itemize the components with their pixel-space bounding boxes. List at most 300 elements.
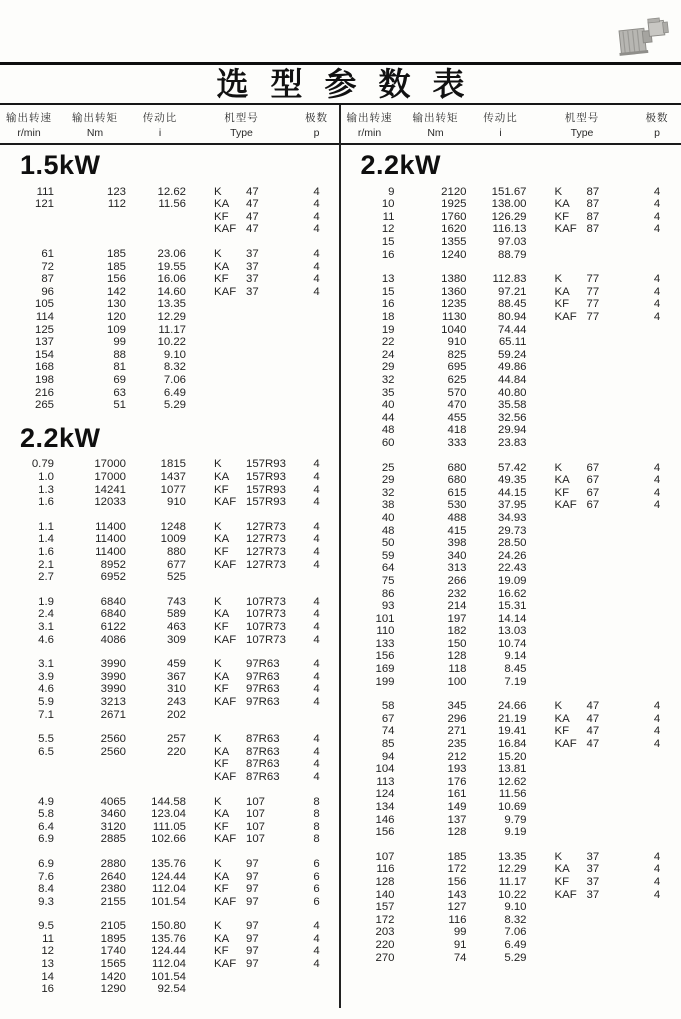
type-cell <box>529 525 636 538</box>
type-cell <box>529 236 636 249</box>
type-prefix <box>555 650 587 663</box>
row-group <box>0 733 339 783</box>
output-speed-value: 58 <box>381 700 395 713</box>
output-torque-value: 1740 <box>100 945 126 958</box>
ratio-value: 126.29 <box>491 210 527 223</box>
type-cell <box>188 983 295 996</box>
output-torque-value: 69 <box>113 374 126 386</box>
type-model: 67 <box>586 461 600 474</box>
type-cell <box>188 471 295 484</box>
poles-value: 6 <box>313 870 320 883</box>
output-speed-value <box>0 223 58 236</box>
type-cell <box>188 399 295 412</box>
type-cell <box>188 349 295 362</box>
poles-value <box>636 562 679 575</box>
type-cell <box>529 763 636 776</box>
ratio-value: 525 <box>166 571 186 584</box>
type-cell <box>188 298 295 311</box>
type-prefix: K <box>214 857 222 870</box>
ratio-value: 1815 <box>160 458 186 471</box>
output-speed-value: 2.4 <box>38 608 54 621</box>
type-prefix: KF <box>554 875 570 888</box>
table-row <box>0 808 339 821</box>
type-cell <box>188 608 295 621</box>
poles-value <box>636 361 679 374</box>
type-cell <box>529 738 636 751</box>
column-header-label: 输出转矩 <box>72 112 118 124</box>
ratio-value: 19.55 <box>157 260 186 273</box>
ratio-value: 40.80 <box>497 386 527 399</box>
type-prefix <box>214 983 246 996</box>
type-cell <box>188 223 295 236</box>
table-row <box>341 676 681 689</box>
poles-value <box>295 349 338 362</box>
output-torque-value: 88 <box>113 348 126 361</box>
type-prefix: KAF <box>214 285 237 298</box>
type-cell <box>529 374 636 387</box>
type-cell <box>188 186 295 199</box>
table-row <box>341 412 681 425</box>
title-band <box>0 65 681 103</box>
output-torque-value: 128 <box>447 650 467 663</box>
row-group <box>341 851 681 964</box>
ratio-value: 101.54 <box>151 895 186 908</box>
type-cell <box>529 562 636 575</box>
type-prefix <box>555 412 587 425</box>
poles-value: 4 <box>313 770 320 783</box>
output-torque-value: 1760 <box>441 210 467 223</box>
type-cell <box>188 945 295 958</box>
column-header-label: 机型号 <box>224 112 259 124</box>
ratio-value: 151.67 <box>491 185 527 198</box>
type-model: 77 <box>586 311 600 324</box>
output-torque-value: 1380 <box>441 273 467 286</box>
output-speed-value: 85 <box>381 738 395 751</box>
output-torque-value: 109 <box>106 323 126 336</box>
output-torque-value: 271 <box>447 725 467 738</box>
table-row <box>0 683 339 696</box>
output-speed-value: 265 <box>34 399 54 412</box>
output-torque-value: 1290 <box>100 983 126 996</box>
poles-value: 8 <box>313 833 320 846</box>
output-speed-value: 124 <box>375 788 395 801</box>
column-headers <box>341 105 681 145</box>
poles-value <box>636 588 679 601</box>
ratio-value: 243 <box>166 695 186 708</box>
ratio-value: 22.43 <box>497 562 527 575</box>
type-model: 67 <box>586 486 600 499</box>
type-prefix: K <box>554 850 563 863</box>
ratio-value: 14.60 <box>157 285 186 298</box>
ratio-value: 80.94 <box>497 311 527 324</box>
type-cell <box>529 663 636 676</box>
poles-value <box>636 763 679 776</box>
output-torque-value: 150 <box>447 637 467 650</box>
type-cell <box>529 600 636 613</box>
output-torque-value: 313 <box>447 562 467 575</box>
ratio-value: 8.32 <box>163 361 186 374</box>
table-row <box>341 600 681 613</box>
output-speed-value: 157 <box>375 901 395 914</box>
type-prefix <box>555 361 587 374</box>
table-row <box>0 223 339 236</box>
type-prefix: KA <box>554 198 570 211</box>
table-row <box>341 638 681 651</box>
output-torque-value: 14241 <box>94 483 126 496</box>
ratio-value: 124.44 <box>151 870 186 883</box>
table-row <box>341 801 681 814</box>
ratio-value: 32.56 <box>497 411 527 424</box>
type-cell <box>188 971 295 984</box>
type-prefix: KA <box>554 863 570 876</box>
table-row <box>0 458 339 471</box>
output-speed-value: 18 <box>381 311 395 324</box>
table-row <box>0 261 339 274</box>
type-prefix <box>214 399 246 412</box>
type-prefix <box>555 676 587 689</box>
type-model: 107 <box>246 795 266 808</box>
type-prefix: KA <box>214 533 230 546</box>
output-speed-value: 29 <box>381 474 395 487</box>
output-torque-value: 1420 <box>100 970 126 983</box>
type-prefix: KAF <box>214 958 237 971</box>
table-row <box>341 324 681 337</box>
power-section-title: 2.2kW <box>360 150 442 180</box>
output-speed-value: 113 <box>376 775 395 788</box>
output-torque-value: 185 <box>106 260 126 273</box>
type-cell <box>529 324 636 337</box>
type-model: 47 <box>586 738 600 751</box>
table-row <box>0 596 339 609</box>
type-cell <box>529 713 636 726</box>
output-speed-value: 9 <box>388 185 395 198</box>
type-cell <box>188 833 295 846</box>
table-row <box>0 896 339 909</box>
ratio-value: 880 <box>166 546 186 559</box>
type-cell <box>529 249 636 262</box>
type-cell <box>188 211 295 224</box>
table-row <box>0 349 339 362</box>
type-prefix: K <box>214 520 222 533</box>
poles-value: 4 <box>313 558 320 571</box>
output-speed-value: 25 <box>381 461 395 474</box>
column-header-unit: Nm <box>86 127 104 139</box>
type-prefix: KAF <box>214 895 237 908</box>
type-prefix: KAF <box>214 558 237 571</box>
output-speed-value: 104 <box>375 763 395 776</box>
type-prefix <box>214 336 246 349</box>
column-header <box>399 110 473 139</box>
output-torque-value: 6122 <box>100 621 126 633</box>
column-header <box>473 110 529 139</box>
type-cell <box>529 914 636 927</box>
ratio-value: 10.22 <box>157 336 186 349</box>
column-header-unit: p <box>313 127 320 139</box>
ratio-value: 88.79 <box>497 248 527 261</box>
type-prefix <box>555 349 587 362</box>
poles-value: 4 <box>313 198 320 211</box>
half-body <box>0 145 339 996</box>
type-prefix: KF <box>214 945 229 958</box>
output-torque-value: 6840 <box>100 608 126 621</box>
output-torque-value: 116 <box>448 913 467 926</box>
row-group <box>341 186 681 262</box>
output-torque-value: 161 <box>447 788 467 801</box>
ratio-value: 29.73 <box>497 524 527 537</box>
type-cell <box>529 286 636 299</box>
ratio-value: 65.11 <box>498 336 527 349</box>
output-torque-value: 137 <box>447 813 467 826</box>
column-header-label: 极数 <box>645 112 669 124</box>
poles-value: 4 <box>653 875 661 888</box>
table-row <box>341 198 681 211</box>
table-row <box>341 399 681 412</box>
row-group <box>0 596 339 646</box>
table-row <box>341 952 681 965</box>
poles-value <box>295 971 338 984</box>
type-prefix <box>555 901 587 914</box>
type-prefix <box>555 625 587 638</box>
table-row <box>0 608 339 621</box>
table-row <box>0 858 339 871</box>
output-torque-value: 172 <box>447 863 467 876</box>
poles-value: 4 <box>653 311 661 324</box>
type-cell <box>529 725 636 738</box>
ratio-value: 88.45 <box>497 298 527 311</box>
table-row <box>341 437 681 450</box>
output-torque-value: 3990 <box>100 670 126 683</box>
poles-value: 6 <box>313 895 320 908</box>
type-cell <box>529 889 636 902</box>
type-prefix: KA <box>554 285 570 298</box>
poles-value <box>295 709 338 722</box>
table-row <box>0 833 339 846</box>
table-row <box>341 876 681 889</box>
type-prefix: K <box>214 458 222 471</box>
column-header <box>132 110 188 139</box>
type-prefix: KF <box>214 758 229 771</box>
type-model: 107 <box>246 833 266 846</box>
poles-value: 4 <box>313 932 320 945</box>
type-cell <box>188 696 295 709</box>
output-torque-value: 185 <box>106 248 126 261</box>
type-model: 47 <box>246 223 259 236</box>
column-header-unit: r/min <box>17 127 41 139</box>
type-cell <box>188 896 295 909</box>
output-torque-value: 2560 <box>100 745 126 758</box>
type-cell <box>188 758 295 771</box>
type-prefix <box>555 638 587 651</box>
type-prefix <box>214 709 246 722</box>
type-cell <box>188 571 295 584</box>
output-speed-value: 114 <box>35 311 54 324</box>
ratio-value: 6.49 <box>163 386 186 399</box>
output-torque-value: 1565 <box>100 958 126 971</box>
output-torque-value: 345 <box>447 700 467 713</box>
ratio-value: 138.00 <box>491 198 527 211</box>
table-row <box>0 273 339 286</box>
output-torque-value: 6952 <box>100 571 126 584</box>
poles-value: 4 <box>313 483 320 496</box>
table-row <box>341 499 681 512</box>
type-prefix: KAF <box>554 311 577 324</box>
type-cell <box>188 871 295 884</box>
output-speed-value: 3.1 <box>38 658 54 671</box>
table-row <box>0 671 339 684</box>
type-cell <box>188 248 295 261</box>
type-model: 107R73 <box>246 595 286 608</box>
output-speed-value: 168 <box>34 361 54 374</box>
type-model: 87R63 <box>246 745 280 758</box>
poles-value <box>295 311 338 324</box>
ratio-value: 35.58 <box>497 399 527 412</box>
type-cell <box>188 361 295 374</box>
table-row <box>0 920 339 933</box>
type-cell <box>188 559 295 572</box>
output-speed-value: 94 <box>381 750 395 763</box>
table-row <box>0 186 339 199</box>
type-cell <box>188 484 295 497</box>
ratio-value: 49.35 <box>497 474 527 487</box>
poles-value: 4 <box>313 670 320 683</box>
ratio-value: 309 <box>166 633 186 646</box>
poles-value <box>636 926 679 939</box>
type-model: 157R93 <box>246 496 286 509</box>
type-cell <box>529 186 636 199</box>
output-speed-value: 156 <box>375 650 395 663</box>
type-prefix: KF <box>214 883 229 896</box>
output-torque-value: 333 <box>447 436 467 449</box>
table-row <box>341 650 681 663</box>
type-prefix: KA <box>214 471 230 484</box>
table-row <box>0 634 339 647</box>
type-prefix: KAF <box>554 888 577 901</box>
ratio-value: 11.17 <box>158 323 186 336</box>
type-prefix <box>555 336 587 349</box>
output-torque-value: 182 <box>447 625 467 638</box>
type-cell <box>188 621 295 634</box>
type-model: 87 <box>586 210 600 223</box>
output-torque-value: 12033 <box>94 496 126 509</box>
table-row <box>0 387 339 400</box>
ratio-value: 12.29 <box>157 311 186 324</box>
type-model: 157R93 <box>246 471 286 484</box>
type-prefix: KF <box>554 298 570 311</box>
table-row <box>341 211 681 224</box>
output-speed-value: 121 <box>34 198 54 211</box>
table-row <box>0 733 339 746</box>
ratio-value: 123.04 <box>151 808 186 821</box>
poles-value <box>636 901 679 914</box>
output-speed-value: 35 <box>381 386 395 399</box>
table-row <box>0 709 339 722</box>
table-row <box>341 713 681 726</box>
type-cell <box>188 311 295 324</box>
output-torque-value: 6840 <box>100 595 126 608</box>
type-cell <box>188 671 295 684</box>
output-speed-value: 1.6 <box>38 546 54 559</box>
ratio-value: 19.41 <box>497 725 527 738</box>
output-torque-value: 2155 <box>100 895 126 908</box>
poles-value: 4 <box>313 683 320 696</box>
table-row <box>0 983 339 996</box>
output-torque-value: 266 <box>447 574 467 587</box>
ratio-value: 24.66 <box>497 700 527 713</box>
table-row <box>341 273 681 286</box>
poles-value: 4 <box>313 210 320 223</box>
column-headers <box>0 105 339 145</box>
column-header-label: 输出转速 <box>6 112 52 124</box>
ratio-value: 101.54 <box>151 970 186 983</box>
output-speed-value: 40 <box>381 511 395 524</box>
column-header-unit: Nm <box>427 127 444 139</box>
ratio-value: 463 <box>166 621 186 633</box>
output-torque-value: 176 <box>447 775 467 788</box>
ratio-value: 459 <box>166 658 186 671</box>
poles-value <box>295 298 338 311</box>
column-header-label: 传动比 <box>483 112 518 124</box>
row-group <box>0 186 339 236</box>
poles-value <box>636 424 679 437</box>
poles-value <box>636 412 679 425</box>
output-torque-value: 570 <box>447 386 467 399</box>
type-prefix: KA <box>214 198 230 211</box>
output-torque-value: 11400 <box>95 533 126 546</box>
output-speed-value: 12 <box>381 223 395 236</box>
output-speed-value: 7.1 <box>38 708 54 721</box>
ratio-value <box>132 758 188 771</box>
type-cell <box>188 533 295 546</box>
type-prefix <box>555 914 587 927</box>
output-torque-value: 156 <box>106 273 126 286</box>
ratio-value: 9.79 <box>504 813 527 826</box>
poles-value: 4 <box>313 223 320 236</box>
ratio-value: 11.56 <box>158 198 186 211</box>
type-cell <box>529 336 636 349</box>
type-model: 37 <box>246 248 259 261</box>
poles-value <box>636 776 679 789</box>
output-torque-value: 51 <box>113 399 126 412</box>
type-cell <box>529 437 636 450</box>
column-header <box>188 110 295 139</box>
output-torque-value: 2885 <box>100 833 126 846</box>
type-cell <box>188 273 295 286</box>
type-cell <box>529 412 636 425</box>
poles-value: 4 <box>653 725 661 738</box>
type-prefix: KF <box>214 621 229 633</box>
column-header <box>0 110 58 139</box>
type-prefix <box>555 801 587 814</box>
table-row <box>341 525 681 538</box>
output-torque-value: 398 <box>447 537 467 550</box>
table-row <box>341 738 681 751</box>
output-speed-value: 216 <box>34 386 54 399</box>
ratio-value: 5.29 <box>504 951 527 964</box>
output-torque-value: 142 <box>106 285 126 298</box>
output-torque-value: 1240 <box>441 248 467 261</box>
type-cell <box>529 676 636 689</box>
output-torque-value: 143 <box>447 888 467 901</box>
ratio-value: 23.06 <box>157 248 186 261</box>
output-torque-value: 415 <box>447 524 467 537</box>
table-row <box>341 901 681 914</box>
output-speed-value: 44 <box>381 411 395 424</box>
table-row <box>341 788 681 801</box>
type-prefix <box>555 952 587 965</box>
type-cell <box>529 223 636 236</box>
output-speed-value: 116 <box>376 863 395 876</box>
output-speed-value: 86 <box>381 587 395 600</box>
